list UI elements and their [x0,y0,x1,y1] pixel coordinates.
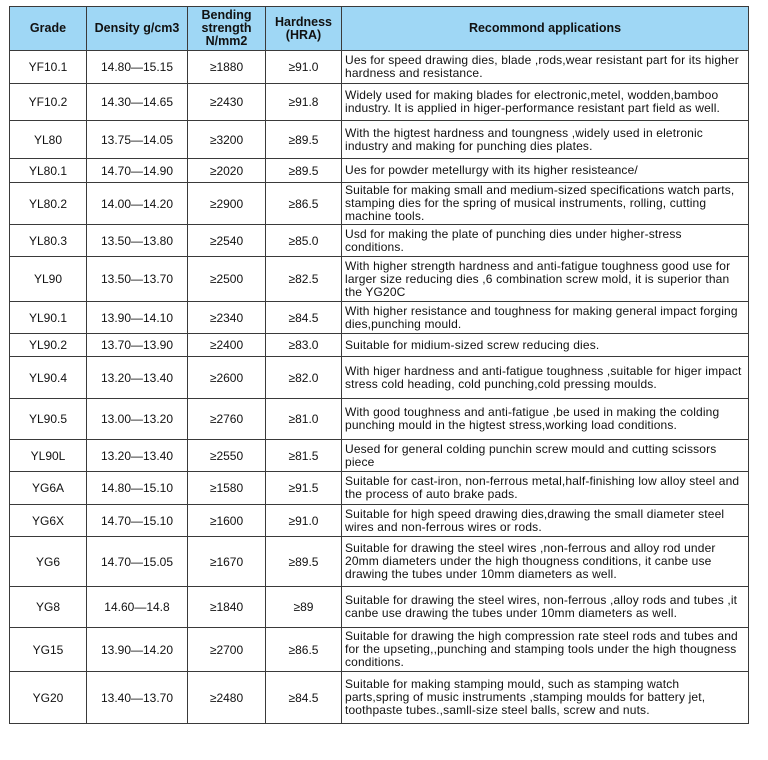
application-cell: With higher resistance and toughness for making general impact forging dies,punching mould. [342,302,749,334]
grade-cell: YL90.2 [10,334,87,357]
application-cell: Ues for speed drawing dies, blade ,rods,wear resistant part for its higher hardness and resistance. [342,51,749,84]
density-cell: 13.70—13.90 [87,334,188,357]
hardness-cell: ≥83.0 [266,334,342,357]
hardness-cell: ≥82.0 [266,357,342,399]
table-row [10,302,749,334]
application-cell: Suitable for making small and medium-sized specifications watch parts, stamping dies for the spring of musical instruments, rolling, cutting machine tools. [342,183,749,225]
hardness-cell: ≥81.5 [266,440,342,472]
density-cell: 14.30—14.65 [87,84,188,121]
grade-cell: YL80 [10,121,87,159]
table-row [10,183,749,225]
bending-strength-cell: ≥2540 [188,225,266,257]
table-row [10,440,749,472]
grade-cell: YG6 [10,537,87,587]
table-row [10,334,749,357]
application-cell: Suitable for high speed drawing dies,drawing the small diameter steel wires and non-ferrous wires or rods. [342,505,749,537]
application-cell: Suitable for midium-sized screw reducing dies. [342,334,749,357]
hardness-cell: ≥84.5 [266,302,342,334]
hardness-cell: ≥84.5 [266,672,342,724]
grade-cell: YL90.1 [10,302,87,334]
application-cell: Ues for powder metellurgy with its higher resisteance/ [342,159,749,183]
bending-strength-cell: ≥2400 [188,334,266,357]
density-cell: 13.90—14.10 [87,302,188,334]
grade-cell: YG6A [10,472,87,505]
density-cell: 13.00—13.20 [87,399,188,440]
application-cell: With the higtest hardness and toungness ,widely used in eletronic industry and making for punching dies plates. [342,121,749,159]
table-row [10,672,749,724]
hardness-cell: ≥89.5 [266,121,342,159]
header-hardness: Hardness (HRA) [266,7,342,51]
hardness-cell: ≥81.0 [266,399,342,440]
table-row [10,257,749,302]
grade-cell: YL80.1 [10,159,87,183]
application-cell: Suitable for cast-iron, non-ferrous metal,half-finishing low alloy steel and the process of auto brake pads. [342,472,749,505]
bending-strength-cell: ≥1670 [188,537,266,587]
grade-cell: YF10.1 [10,51,87,84]
hardness-cell: ≥91.8 [266,84,342,121]
hardness-cell: ≥89.5 [266,537,342,587]
bending-strength-cell: ≥2900 [188,183,266,225]
application-cell: With higher strength hardness and anti-fatigue toughness good use for larger size reducing dies ,6 combination screw mold, it is superior than the YG20C [342,257,749,302]
density-cell: 14.70—14.90 [87,159,188,183]
table-row [10,51,749,84]
table-row [10,537,749,587]
grade-table-container [9,6,749,754]
application-cell: Suitable for drawing the high compression rate steel rods and tubes and for the upseting,,punching and stamping tools under the high thougness conditions. [342,628,749,672]
header-applications: Recommond applications [342,7,749,51]
table-row [10,505,749,537]
application-cell: Suitable for drawing the steel wires, non-ferrous ,alloy rods and tubes ,it canbe use drawing the tubes under 10mm diameters as well. [342,587,749,628]
application-cell: With higer hardness and anti-fatigue toughness ,suitable for higer impact stress cold heading, cold punching,cold pressing moulds. [342,357,749,399]
density-cell: 14.70—15.10 [87,505,188,537]
application-cell: Usd for making the plate of punching dies under higher-stress conditions. [342,225,749,257]
density-cell: 13.50—13.70 [87,257,188,302]
hardness-cell: ≥86.5 [266,183,342,225]
application-cell: With good toughness and anti-fatigue ,be used in making the colding punching mould in the higtest stress,working load conditions. [342,399,749,440]
table-row [10,587,749,628]
grade-cell: YL90.5 [10,399,87,440]
grade-cell: YL90L [10,440,87,472]
grade-cell: YG6X [10,505,87,537]
density-cell: 14.80—15.15 [87,51,188,84]
grade-cell: YL80.3 [10,225,87,257]
table-row [10,225,749,257]
hardness-cell: ≥91.0 [266,505,342,537]
bending-strength-cell: ≥2600 [188,357,266,399]
bending-strength-cell: ≥3200 [188,121,266,159]
density-cell: 14.80—15.10 [87,472,188,505]
header-row [10,7,749,51]
bending-strength-cell: ≥1880 [188,51,266,84]
grade-cell: YL80.2 [10,183,87,225]
table-row [10,159,749,183]
grade-cell: YL90.4 [10,357,87,399]
hardness-cell: ≥91.5 [266,472,342,505]
header-bending: Bending strength N/mm2 [188,7,266,51]
table-row [10,121,749,159]
grade-table [9,6,749,724]
table-row [10,472,749,505]
bending-strength-cell: ≥2340 [188,302,266,334]
hardness-cell: ≥89.5 [266,159,342,183]
hardness-cell: ≥82.5 [266,257,342,302]
density-cell: 13.50—13.80 [87,225,188,257]
density-cell: 14.00—14.20 [87,183,188,225]
application-cell: Widely used for making blades for electronic,metel, wodden,bamboo industry. It is applied in higer-performance resistant part field as well. [342,84,749,121]
grade-cell: YF10.2 [10,84,87,121]
hardness-cell: ≥91.0 [266,51,342,84]
application-cell: Suitable for making stamping mould, such as stamping watch parts,spring of music instruments ,stamping moulds for battery jet, toothpaste tubes.,samll-size steel balls, screw and nuts. [342,672,749,724]
density-cell: 13.20—13.40 [87,357,188,399]
bending-strength-cell: ≥2430 [188,84,266,121]
grade-cell: YG20 [10,672,87,724]
table-row [10,357,749,399]
bending-strength-cell: ≥2500 [188,257,266,302]
bending-strength-cell: ≥2550 [188,440,266,472]
density-cell: 13.90—14.20 [87,628,188,672]
bending-strength-cell: ≥2480 [188,672,266,724]
grade-cell: YG15 [10,628,87,672]
bending-strength-cell: ≥1580 [188,472,266,505]
bending-strength-cell: ≥2700 [188,628,266,672]
hardness-cell: ≥85.0 [266,225,342,257]
density-cell: 13.40—13.70 [87,672,188,724]
bending-strength-cell: ≥1840 [188,587,266,628]
table-body [10,51,749,724]
density-cell: 14.60—14.8 [87,587,188,628]
application-cell: Uesed for general colding punchin screw mould and cutting scissors piece [342,440,749,472]
table-row [10,84,749,121]
header-grade: Grade [10,7,87,51]
hardness-cell: ≥89 [266,587,342,628]
application-cell: Suitable for drawing the steel wires ,non-ferrous and alloy rod under 20mm diameters under the high thougness conditions, it canbe use drawing the tubes under 10mm diameters as well. [342,537,749,587]
table-row [10,628,749,672]
density-cell: 13.20—13.40 [87,440,188,472]
table-row [10,399,749,440]
grade-cell: YL90 [10,257,87,302]
bending-strength-cell: ≥1600 [188,505,266,537]
grade-cell: YG8 [10,587,87,628]
density-cell: 13.75—14.05 [87,121,188,159]
bending-strength-cell: ≥2760 [188,399,266,440]
density-cell: 14.70—15.05 [87,537,188,587]
header-density: Density g/cm3 [87,7,188,51]
bending-strength-cell: ≥2020 [188,159,266,183]
hardness-cell: ≥86.5 [266,628,342,672]
